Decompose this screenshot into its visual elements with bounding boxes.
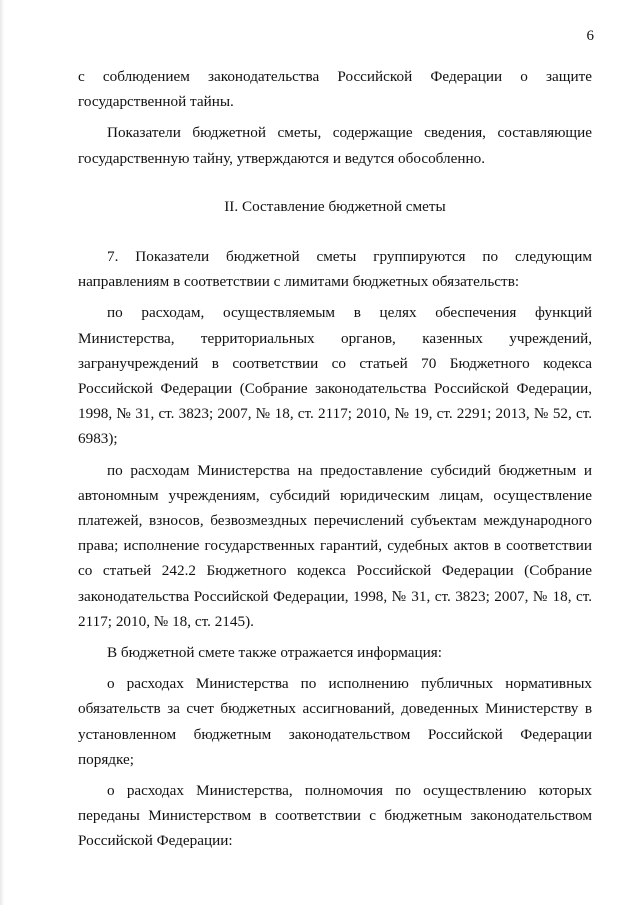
paragraph-expenses-subsidies: по расходам Министерства на предоставление субсидий бюджетным и автономным учреждениям, субсидий юридическим лицам, осуществление платежей, взносов, безвозмездных перечислений субъектам международного права; исполнение государственных гарантий, судебных актов в соответствии со статьей 242.2 Бюджетного кодекса Российской Федерации (Собрание законодательства Российской Федерации, 1998, № 31, ст. 3823; 2007, № 18, ст. 2117; 2010, № 18, ст. 2145).: [78, 461, 592, 630]
paragraph-item-7: 7. Показатели бюджетной сметы группируются по следующим направлениям в соответствии с лимитами бюджетных обязательств:: [78, 248, 592, 291]
paragraph-delegated-powers: о расходах Министерства, полномочия по осуществлению которых переданы Министерством в соответствии с бюджетным законодательством Российской Федерации:: [78, 782, 592, 850]
paragraph-secret-indicators: Показатели бюджетной сметы, содержащие сведения, составляющие государственную тайну, утверждаются и ведутся обособленно.: [78, 124, 592, 167]
paragraph-public-obligations: о расходах Министерства по исполнению публичных нормативных обязательств за счет бюджетных ассигнований, доведенных Министерству в установленном бюджетным законодательством Российской Федерации порядке;: [78, 675, 592, 768]
section-heading: II. Составление бюджетной сметы: [224, 198, 446, 215]
page-number: 6: [586, 28, 594, 44]
paragraph-continuation: с соблюдением законодательства Российской Федерации о защите государственной тайны.: [78, 68, 592, 111]
paragraph-expenses-functions: по расходам, осуществляемым в целях обеспечения функций Министерства, территориальных органов, казенных учреждений, загранучреждений в соответствии со статьей 70 Бюджетного кодекса Российской Федерации (Собрание законодательства Российской Федерации, 1998, № 31, ст. 3823; 2007, № 18, ст. 2117; 2010, № 19, ст. 2291; 2013, № 52, ст. 6983);: [78, 304, 592, 448]
top-text-block: [78, 64, 592, 171]
paragraph-info-intro: В бюджетной смете также отражается информация:: [107, 644, 442, 662]
page-edge-shadow: [0, 0, 4, 905]
body-text-block: [78, 244, 592, 854]
